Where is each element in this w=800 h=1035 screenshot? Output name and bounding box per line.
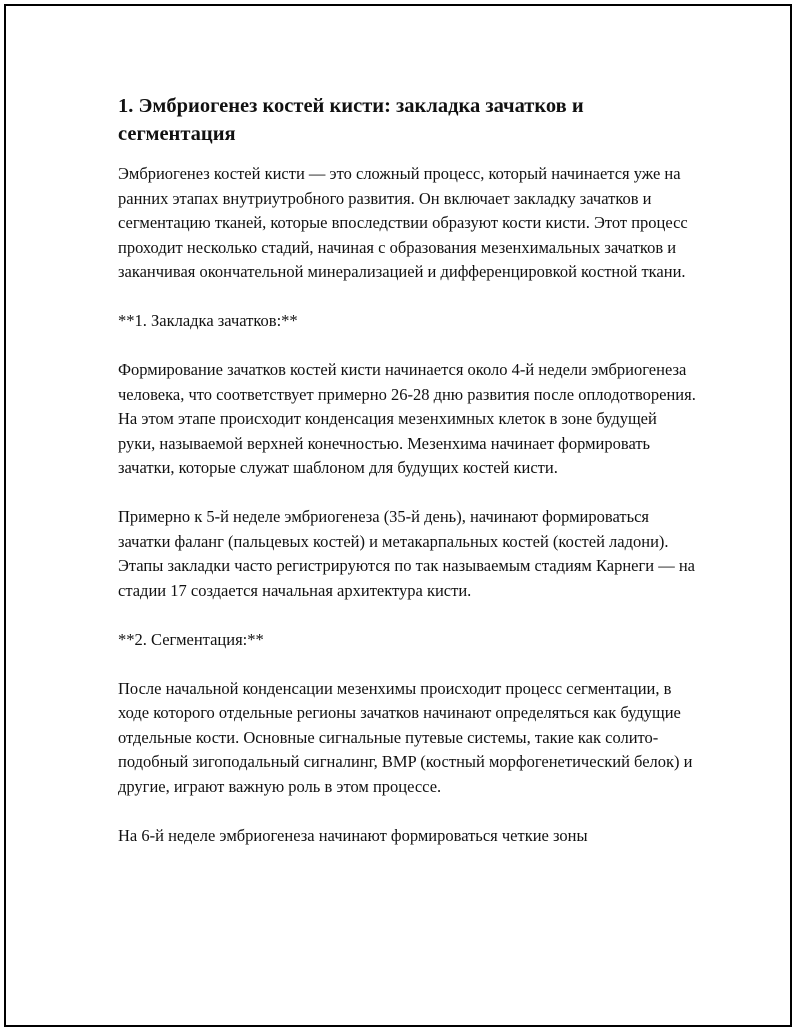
- document-body: [118, 92, 698, 873]
- section-2-label: **2. Сегментация:**: [118, 629, 264, 649]
- section-2-paragraph-2: На 6-й неделе эмбриогенеза начинают формироваться четкие зоны: [118, 825, 588, 845]
- document-heading: 1. Эмбриогенез костей кисти: закладка зачатков и сегментация: [118, 95, 584, 145]
- section-1-paragraph-2: Примерно к 5-й неделе эмбриогенеза (35-й день), начинают формироваться зачатки фаланг (пальцевых костей) и метакарпальных костей (костей ладони). Этапы закладки часто регистрируются по так называемым стадиям Карнеги — на стадии 17 создается начальная архитектура кисти.: [118, 507, 695, 600]
- intro-paragraph: Эмбриогенез костей кисти — это сложный процесс, который начинается уже на ранних этапах внутриутробного развития. Он включает закладку зачатков и сегментацию тканей, которые впоследствии образуют кости кисти. Этот процесс проходит несколько стадий, начиная с образования мезенхимальных зачатков и заканчивая окончательной минерализацией и дифференцировкой костной ткани.: [118, 164, 688, 281]
- section-1-paragraph-1: Формирование зачатков костей кисти начинается около 4-й недели эмбриогенеза человека, что соответствует примерно 26-28 дню развития после оплодотворения. На этом этапе происходит конденсация мезенхимных клеток в зоне будущей руки, называемой верхней конечностью. Мезенхима начинает формировать зачатки, которые служат шаблоном для будущих костей кисти.: [118, 360, 696, 477]
- section-2-paragraph-1: После начальной конденсации мезенхимы происходит процесс сегментации, в ходе которого отдельные регионы зачатков начинают определяться как будущие отдельные кости. Основные сигнальные путевые системы, такие как солито-подобный зигоподальный сигналинг, BMP (костный морфогенетический белок) и другие, играют важную роль в этом процессе.: [118, 678, 693, 796]
- section-1-label: **1. Закладка зачатков:**: [118, 311, 298, 330]
